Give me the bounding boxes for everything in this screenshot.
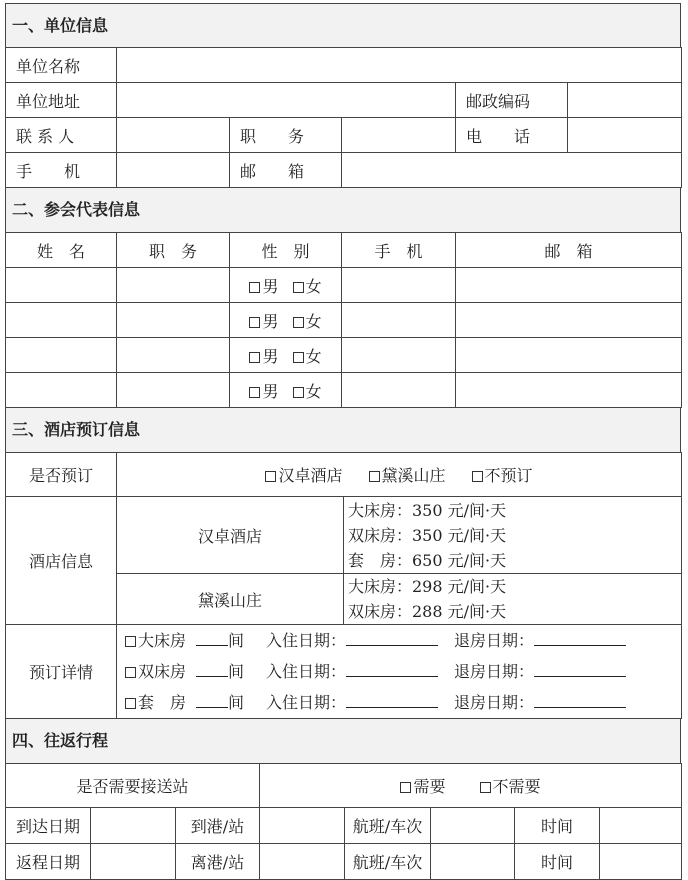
itinerary-table — [5, 763, 682, 880]
arrival-station-field[interactable] — [260, 808, 345, 844]
checkout-date-field[interactable] — [534, 693, 626, 708]
female-checkbox[interactable] — [293, 387, 304, 398]
unit-address-label: 单位地址 — [6, 83, 117, 118]
checkin-label: 入住日期： — [266, 631, 347, 650]
departure-station-field[interactable] — [260, 844, 345, 880]
return-date-field[interactable] — [91, 844, 176, 880]
checkin-label: 入住日期： — [266, 662, 347, 681]
section-title-itinerary: 四、往返行程 — [5, 719, 681, 763]
delegate-email-field[interactable] — [456, 268, 682, 303]
room-count-field[interactable] — [196, 631, 228, 646]
checkout-date-field[interactable] — [534, 662, 626, 677]
checkin-date-field[interactable] — [346, 631, 438, 646]
booking-row — [125, 687, 681, 718]
section-title-delegate-info: 二、参会代表信息 — [5, 188, 681, 232]
daixi-prices — [344, 574, 682, 625]
table-row — [6, 303, 682, 338]
male-checkbox[interactable] — [249, 317, 260, 328]
hanzhuo-name: 汉卓酒店 — [117, 497, 344, 574]
checkin-date-field[interactable] — [346, 693, 438, 708]
delegate-name-field[interactable] — [6, 338, 117, 373]
checkout-label: 退房日期： — [454, 631, 535, 650]
arrival-date-field[interactable] — [91, 808, 176, 844]
king-room-checkbox[interactable] — [125, 636, 136, 647]
zip-code-label: 邮政编码 — [456, 83, 568, 118]
contact-field[interactable] — [117, 118, 230, 153]
hanzhuo-checkbox[interactable] — [265, 471, 276, 482]
room-count-field[interactable] — [196, 693, 228, 708]
delegate-position-field[interactable] — [117, 338, 230, 373]
header-position: 职 务 — [117, 233, 230, 268]
return-flight-field[interactable] — [431, 844, 515, 880]
male-checkbox[interactable] — [249, 352, 260, 363]
arrival-flight-field[interactable] — [431, 808, 515, 844]
need-pickup-checkbox[interactable] — [400, 782, 411, 793]
female-label: 女 — [305, 311, 322, 331]
delegate-mobile-field[interactable] — [342, 373, 456, 408]
phone-field[interactable] — [568, 118, 682, 153]
daixi-option-label: 黛溪山庄 — [381, 466, 446, 485]
male-label: 男 — [262, 346, 279, 366]
section-title-unit-info: 一、单位信息 — [5, 3, 681, 47]
header-email: 邮 箱 — [456, 233, 682, 268]
gender-cell — [230, 303, 342, 338]
hanzhuo-prices — [344, 497, 682, 574]
booking-row — [125, 656, 681, 687]
return-time-label: 时间 — [515, 844, 600, 880]
price-line: 双床房：350 元/间·天 — [348, 525, 507, 545]
unit-name-field[interactable] — [117, 48, 682, 83]
room-type-label: 大床房 — [138, 631, 187, 650]
arrival-time-field[interactable] — [600, 808, 682, 844]
delegate-mobile-field[interactable] — [342, 303, 456, 338]
female-checkbox[interactable] — [293, 317, 304, 328]
header-gender: 性 别 — [230, 233, 342, 268]
table-row — [6, 338, 682, 373]
pickup-options — [260, 764, 682, 808]
hotel-info-label: 酒店信息 — [6, 497, 117, 625]
header-name: 姓 名 — [6, 233, 117, 268]
female-label: 女 — [305, 346, 322, 366]
need-label: 需要 — [413, 777, 446, 796]
twin-room-checkbox[interactable] — [125, 667, 136, 678]
gender-cell — [230, 338, 342, 373]
male-label: 男 — [262, 311, 279, 331]
gender-cell — [230, 268, 342, 303]
hanzhuo-option-label: 汉卓酒店 — [278, 466, 343, 485]
no-reserve-option-label: 不预订 — [484, 466, 533, 485]
price-line: 套 房：650 元/间·天 — [348, 550, 507, 570]
delegate-position-field[interactable] — [117, 373, 230, 408]
checkin-label: 入住日期： — [266, 693, 347, 712]
booking-row — [125, 625, 681, 656]
email-label: 邮 箱 — [230, 153, 342, 188]
male-label: 男 — [262, 276, 279, 296]
female-checkbox[interactable] — [293, 352, 304, 363]
unit-name-label: 单位名称 — [6, 48, 117, 83]
delegate-email-field[interactable] — [456, 373, 682, 408]
arrival-time-label: 时间 — [515, 808, 600, 844]
delegate-name-field[interactable] — [6, 268, 117, 303]
pickup-label: 是否需要接送站 — [6, 764, 260, 808]
hotel-table — [5, 452, 682, 719]
room-count-field[interactable] — [196, 662, 228, 677]
male-checkbox[interactable] — [249, 387, 260, 398]
delegate-name-field[interactable] — [6, 303, 117, 338]
daixi-checkbox[interactable] — [369, 471, 380, 482]
position-field[interactable] — [342, 118, 456, 153]
table-row — [6, 268, 682, 303]
phone-label: 电 话 — [456, 118, 568, 153]
delegate-email-field[interactable] — [456, 303, 682, 338]
room-type-label: 套 房 — [138, 693, 187, 712]
departure-station-label: 离港/站 — [176, 844, 260, 880]
arrival-date-label: 到达日期 — [6, 808, 91, 844]
no-reserve-checkbox[interactable] — [472, 471, 483, 482]
unit-label: 间 — [228, 662, 245, 681]
section-title-hotel-info: 三、酒店预订信息 — [5, 408, 681, 452]
delegate-email-field[interactable] — [456, 338, 682, 373]
daixi-name: 黛溪山庄 — [117, 574, 344, 625]
delegate-mobile-field[interactable] — [342, 268, 456, 303]
checkout-label: 退房日期： — [454, 693, 535, 712]
mobile-field[interactable] — [117, 153, 230, 188]
arrival-station-label: 到港/站 — [176, 808, 260, 844]
room-type-label: 双床房 — [138, 662, 187, 681]
female-label: 女 — [305, 381, 322, 401]
unit-info-table — [5, 47, 682, 188]
return-flight-label: 航班/车次 — [345, 844, 431, 880]
delegate-position-field[interactable] — [117, 303, 230, 338]
delegate-name-field[interactable] — [6, 373, 117, 408]
checkout-date-field[interactable] — [534, 631, 626, 646]
contact-label: 联 系 人 — [6, 118, 117, 153]
email-field[interactable] — [342, 153, 682, 188]
checkout-label: 退房日期： — [454, 662, 535, 681]
unit-label: 间 — [228, 631, 245, 650]
return-time-field[interactable] — [600, 844, 682, 880]
delegate-position-field[interactable] — [117, 268, 230, 303]
reserve-label: 是否预订 — [6, 453, 117, 497]
header-mobile: 手 机 — [342, 233, 456, 268]
suite-checkbox[interactable] — [125, 698, 136, 709]
zip-code-field[interactable] — [568, 83, 682, 118]
male-checkbox[interactable] — [249, 282, 260, 293]
return-date-label: 返程日期 — [6, 844, 91, 880]
gender-cell — [230, 373, 342, 408]
price-line: 双床房：288 元/间·天 — [348, 602, 507, 621]
delegate-mobile-field[interactable] — [342, 338, 456, 373]
checkin-date-field[interactable] — [346, 662, 438, 677]
price-line: 大床房：350 元/间·天 — [348, 500, 507, 520]
price-line: 大床房：298 元/间·天 — [348, 577, 507, 596]
mobile-label: 手 机 — [6, 153, 117, 188]
arrival-flight-label: 航班/车次 — [345, 808, 431, 844]
unit-label: 间 — [228, 693, 245, 712]
table-row — [6, 373, 682, 408]
male-label: 男 — [262, 381, 279, 401]
no-pickup-checkbox[interactable] — [480, 782, 491, 793]
female-checkbox[interactable] — [293, 282, 304, 293]
position-label: 职 务 — [230, 118, 342, 153]
registration-form — [5, 3, 681, 880]
no-need-label: 不需要 — [492, 777, 541, 796]
booking-details — [117, 625, 682, 719]
delegate-table — [5, 232, 682, 408]
unit-address-field[interactable] — [117, 83, 456, 118]
reserve-options — [117, 453, 682, 497]
booking-details-label: 预订详情 — [6, 625, 117, 719]
female-label: 女 — [305, 276, 322, 296]
